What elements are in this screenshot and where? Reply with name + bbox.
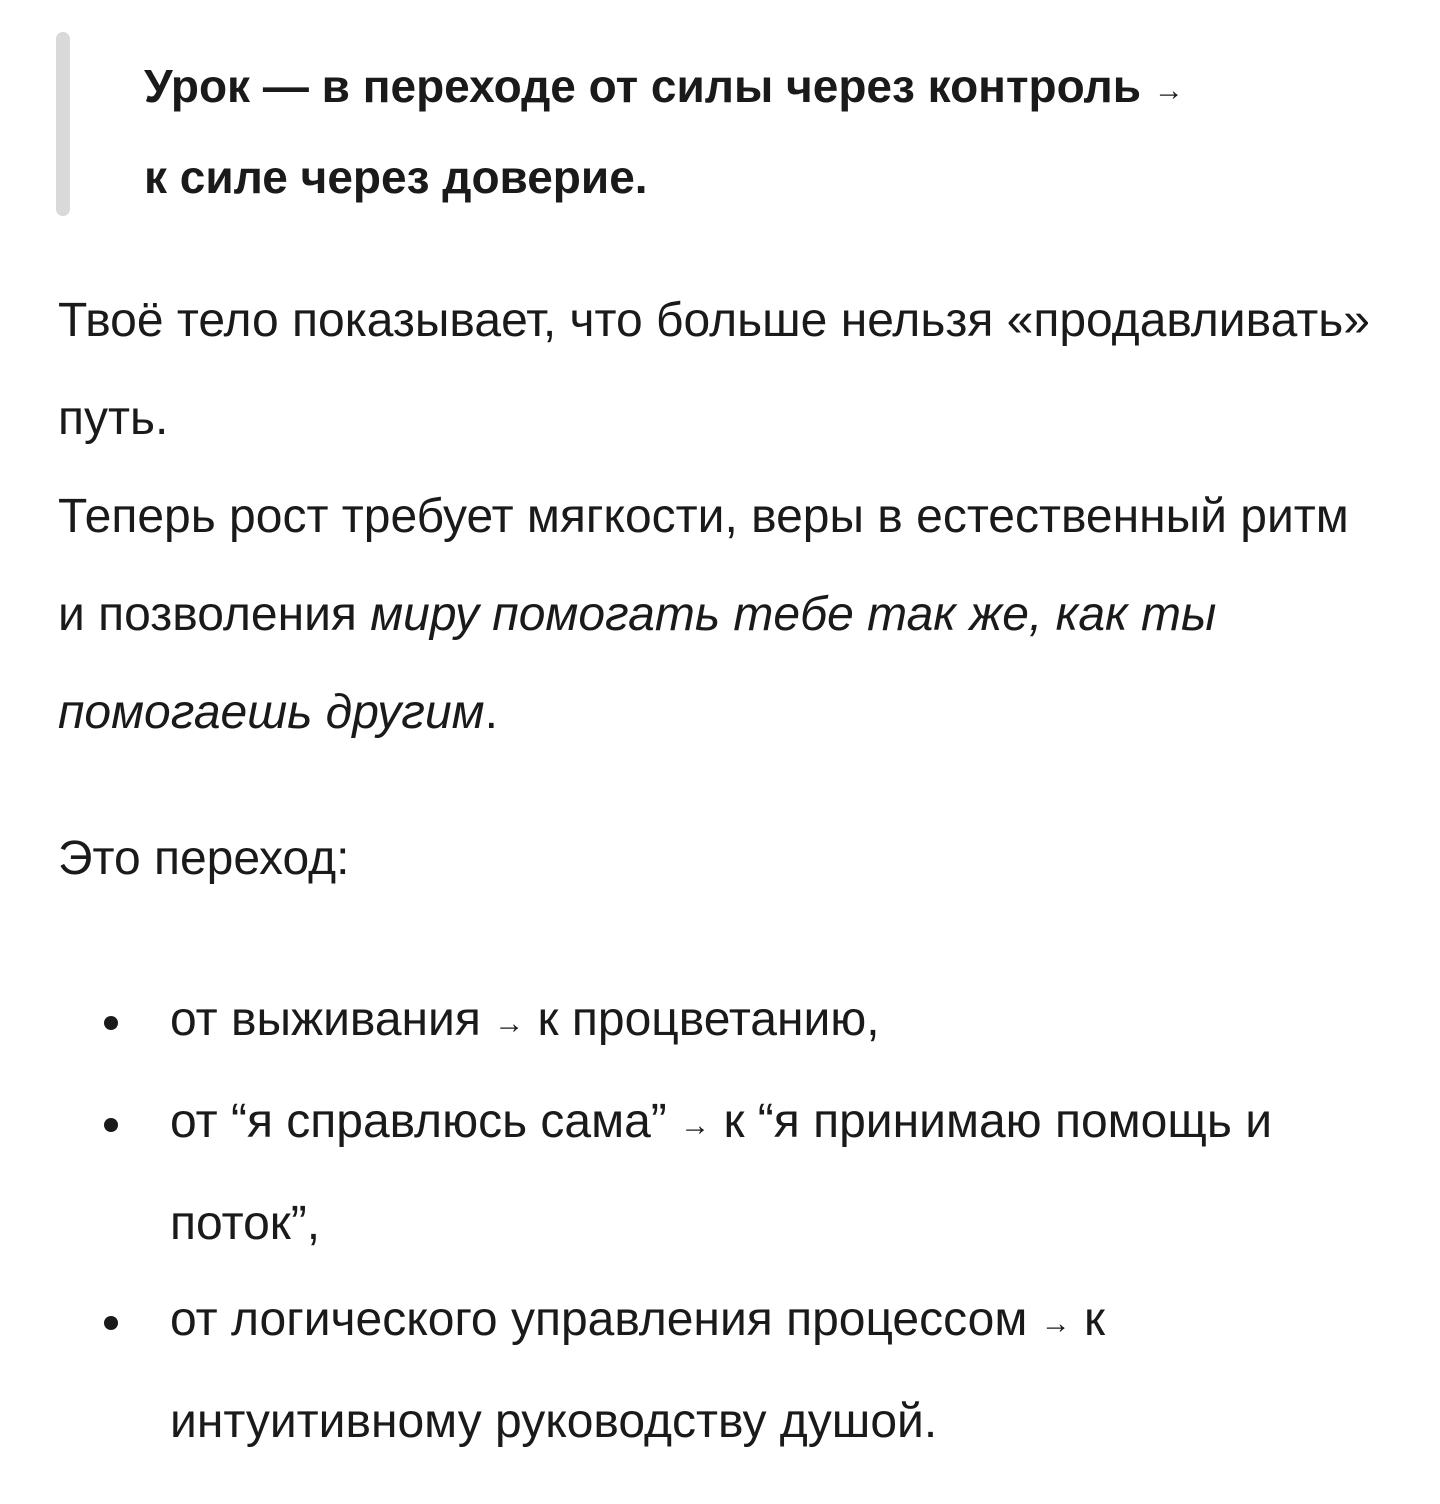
list-item-to: к процветанию, xyxy=(537,993,880,1046)
arrow-icon: → xyxy=(494,1007,525,1040)
transition-list xyxy=(58,972,1388,1470)
paragraph-growth-italic: миру помогать тебе так же, как ты помогаешь другим xyxy=(58,588,1217,739)
list-item-to: к интуитивному руководству душой. xyxy=(170,1293,1106,1448)
list-item-from: от “я справлюсь сама” xyxy=(170,1095,667,1148)
paragraph-growth xyxy=(58,468,1388,762)
list-item xyxy=(58,1074,1388,1272)
list-item xyxy=(58,972,1388,1074)
blockquote xyxy=(56,32,1376,216)
quote-line1: Урок — в переходе от силы через контроль xyxy=(144,60,1142,112)
quote-text xyxy=(144,44,1364,219)
quote-line2: к силе через доверие. xyxy=(144,151,648,203)
bullet-icon xyxy=(104,1016,118,1030)
bullet-icon xyxy=(104,1118,118,1132)
arrow-icon: → xyxy=(1040,1307,1071,1340)
paragraph-growth-plain: Теперь рост требует мягкости, веры в естественный ритм и позволения xyxy=(58,490,1349,641)
arrow-icon: → xyxy=(1153,74,1184,107)
list-item-to: к “я принимаю помощь и поток”, xyxy=(170,1095,1272,1250)
arrow-icon: → xyxy=(680,1109,711,1142)
quote-bar xyxy=(56,32,70,216)
paragraph-body-signal: Твоё тело показывает, что больше нельзя «продавливать» путь. xyxy=(58,294,1370,445)
list-item xyxy=(58,1272,1388,1470)
bullet-icon xyxy=(104,1316,118,1330)
paragraph-transition: Это переход: xyxy=(58,832,350,885)
list-item-from: от логического управления процессом xyxy=(170,1293,1028,1346)
list-item-from: от выживания xyxy=(170,993,481,1046)
paragraph-growth-end: . xyxy=(484,686,498,739)
